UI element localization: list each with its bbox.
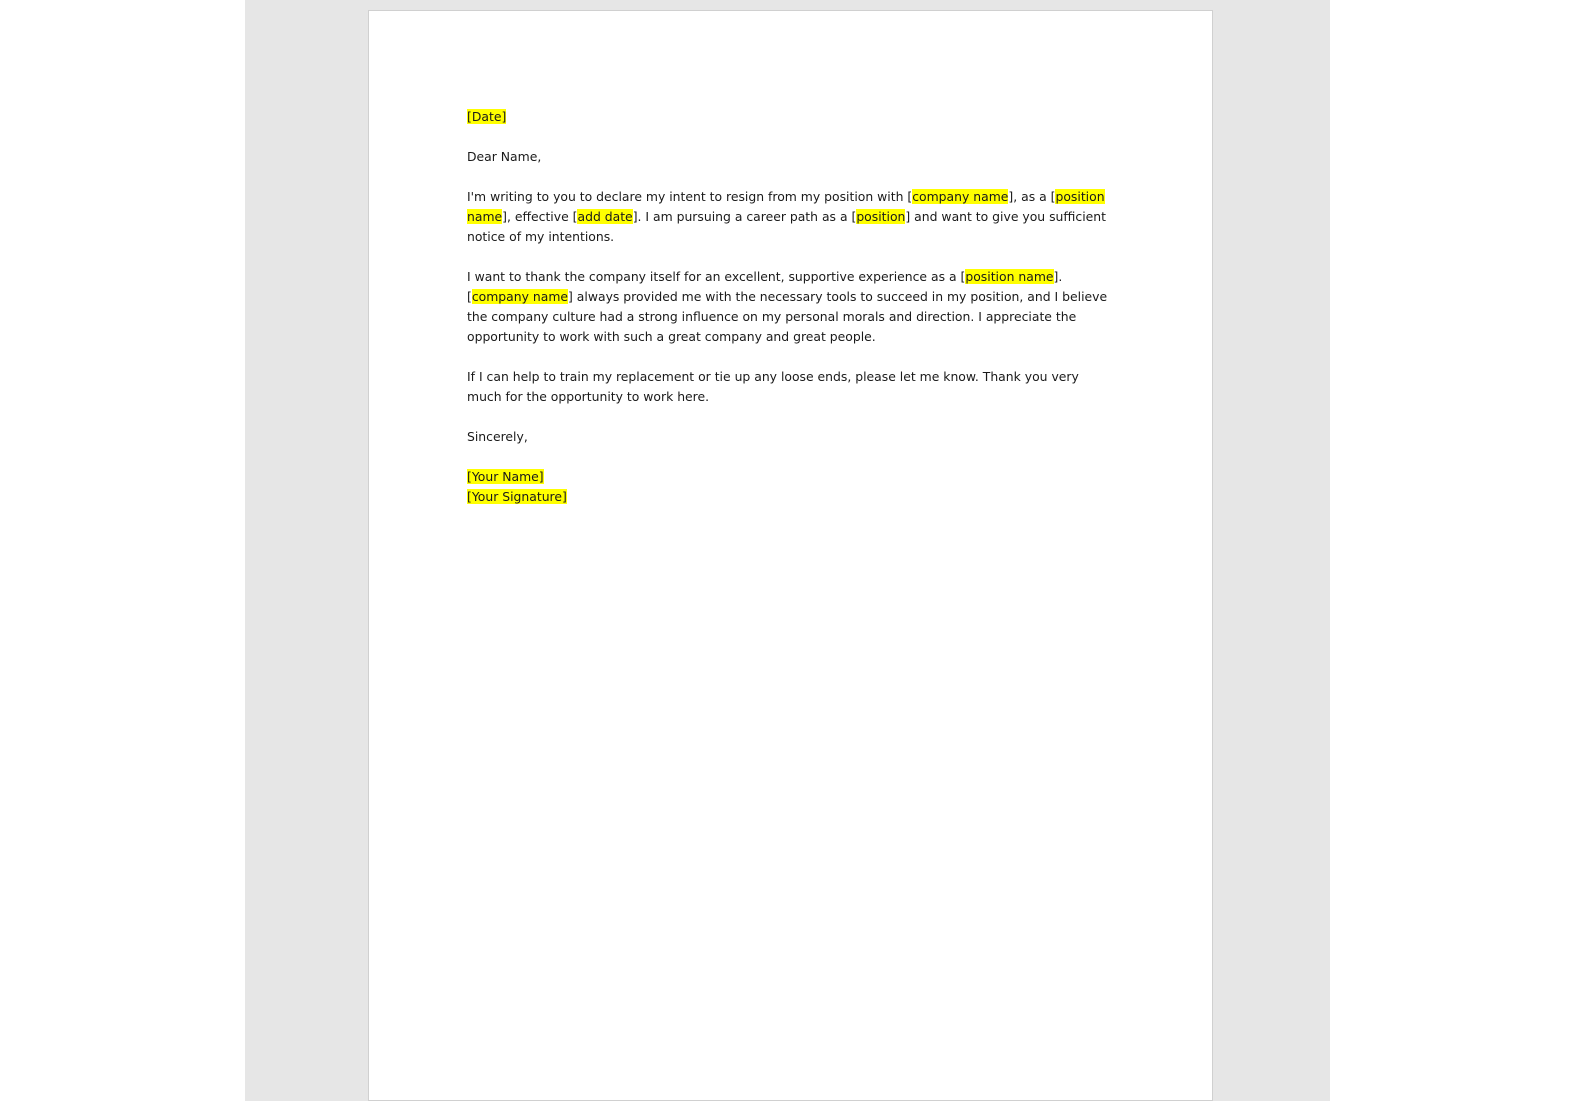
- p1-text-2: ], as a [: [1008, 189, 1056, 204]
- p1-text-5: ] and want to give you sufficient notice of my intentions.: [467, 209, 1106, 244]
- paragraph-intent: [467, 187, 1117, 247]
- company-name-placeholder: company name: [912, 189, 1009, 204]
- position-name-placeholder: position name: [467, 189, 1105, 224]
- p2-text-3: ] always provided me with the necessary tools to succeed in my position, and I believe the company culture had a strong influence on my personal morals and direction. I appreciate the opportunity to work with such a great company and great people.: [467, 289, 1108, 344]
- paragraph-thanks: [467, 267, 1117, 347]
- signature-block: [467, 467, 1117, 507]
- date-placeholder: [Date]: [467, 109, 507, 124]
- document-workspace: [245, 0, 1330, 1101]
- p1-text-4: ]. I am pursuing a career path as a [: [632, 209, 857, 224]
- company-name-placeholder-2: company name: [471, 289, 569, 304]
- your-name-line: [467, 467, 1117, 487]
- p2-text-1: I want to thank the company itself for an excellent, supportive experience as a [: [467, 269, 966, 284]
- your-signature-line: [467, 487, 1117, 507]
- document-page[interactable]: [368, 10, 1213, 1101]
- your-signature-placeholder: [Your Signature]: [467, 489, 567, 504]
- date-placeholder-text: Date: [471, 109, 502, 124]
- position-name-placeholder-2: position name: [965, 269, 1054, 284]
- p1-text-3: ], effective [: [502, 209, 578, 224]
- p1-text-1: I'm writing to you to declare my intent to resign from my position with [: [467, 189, 913, 204]
- salutation: Dear Name,: [467, 149, 542, 164]
- position-placeholder: position: [856, 209, 906, 224]
- date-line: [467, 107, 1117, 127]
- add-date-placeholder: add date: [577, 209, 633, 224]
- your-name-placeholder: [Your Name]: [467, 469, 544, 484]
- letter-body: [467, 107, 1117, 507]
- paragraph-offer: If I can help to train my replacement or tie up any loose ends, please let me know. Thank you very much for the opportunity to work here.: [467, 369, 1079, 404]
- closing: Sincerely,: [467, 429, 528, 444]
- p2-text-2: ]. [: [467, 269, 1063, 304]
